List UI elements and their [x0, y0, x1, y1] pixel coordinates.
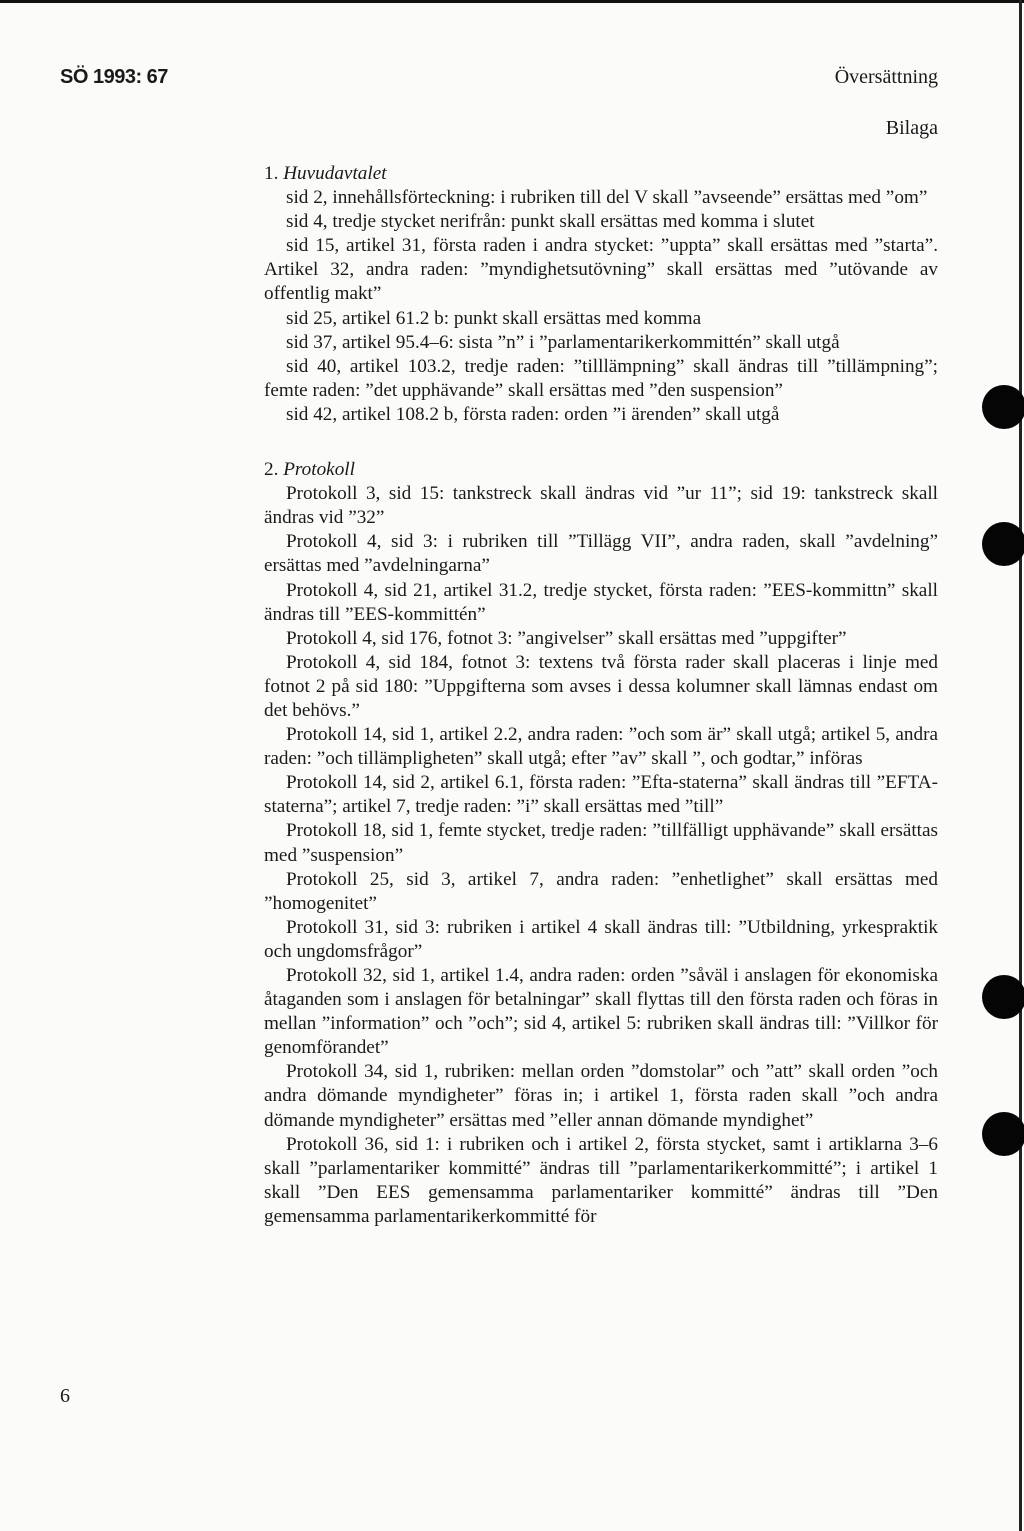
binder-hole-1	[982, 385, 1024, 429]
correction-entry: Protokoll 34, sid 1, rubriken: mellan orden ”domstolar” och ”att” skall orden ”och andra dömande myndigheter” föras in; i artikel 1, första raden skall ”och andra dömande myndigheter” ersättas med ”eller annan dömande myndighet”	[264, 1061, 938, 1131]
correction-entry: Protokoll 4, sid 184, fotnot 3: textens två första rader skall placeras i linje med fotnot 2 på sid 180: ”Uppgifterna som avses i dessa kolumner skall lämnas endast om det behövs.”	[264, 651, 938, 721]
correction-entry: sid 40, artikel 103.2, tredje raden: ”tilllämpning” skall ändras till ”tillämpning”; femte raden: ”det upphävande” skall ersättas med ”den suspension”	[264, 355, 938, 401]
section-heading-protokoll	[264, 458, 938, 482]
correction-entry: Protokoll 14, sid 1, artikel 2.2, andra raden: ”och som är” skall utgå; artikel 5, andra raden: ”och tillämpligheten” skall utgå; efter ”av” skall ”, och godtar,” införas	[264, 724, 938, 770]
section-spacer	[264, 427, 938, 458]
top-border-line	[0, 0, 1024, 3]
section-title: Huvudavtalet	[283, 163, 387, 184]
appendix-label: Bilaga	[885, 117, 938, 139]
corrections-text	[264, 162, 938, 1229]
right-border-line	[1019, 0, 1022, 1531]
correction-entry: sid 42, artikel 108.2 b, första raden: orden ”i ärenden” skall utgå	[286, 403, 780, 425]
correction-entry: Protokoll 36, sid 1: i rubriken och i artikel 2, första stycket, samt i artiklarna 3–6 skall ”parlamentariker kommitté” ändras till ”parlamentarikerkommitté”; i artikel 1 skall ”Den EES gemensamma parlamentariker kommitté” ändras till ”Den gemensamma parlamentarikerkommitté för	[264, 1133, 938, 1227]
correction-entry: Protokoll 4, sid 21, artikel 31.2, tredje stycket, första raden: ”EES-kommittn” skall ändras till ”EES-kommittén”	[264, 579, 938, 625]
correction-entry: Protokoll 14, sid 2, artikel 6.1, första raden: ”Efta-staterna” skall ändras till ”EFTA-staterna”; artikel 7, tredje raden: ”i” skall ersättas med ”till”	[264, 772, 938, 818]
correction-entry: Protokoll 3, sid 15: tankstreck skall ändras vid ”ur 11”; sid 19: tankstreck skall ändras vid ”32”	[264, 483, 938, 529]
section-number: 2.	[264, 459, 279, 481]
correction-entry: Protokoll 32, sid 1, artikel 1.4, andra raden: orden ”såväl i anslagen för ekonomiska åtaganden som i anslagen för betalningar” skall flyttas till den första raden och föras in mellan ”information” och ”och”; sid 4, artikel 5: rubriken skall ändras till: ”Villkor för genomförandet”	[264, 965, 938, 1059]
page-number: 6	[60, 1385, 70, 1407]
correction-entry: sid 2, innehållsförteckning: i rubriken till del V skall ”avseende” ersättas med ”om”	[286, 187, 928, 209]
correction-entry: Protokoll 18, sid 1, femte stycket, tredje raden: ”tillfälligt upphävande” skall ersättas med ”suspension”	[264, 820, 938, 866]
correction-entry: Protokoll 31, sid 3: rubriken i artikel 4 skall ändras till: ”Utbildning, yrkespraktik och ungdomsfrågor”	[264, 916, 938, 962]
section-number: 1.	[264, 163, 279, 184]
correction-entry: Protokoll 25, sid 3, artikel 7, andra raden: ”enhetlighet” skall ersättas med ”homogenitet”	[264, 868, 938, 914]
correction-entry: Protokoll 4, sid 3: i rubriken till ”Tillägg VII”, andra raden, skall ”avdelning” ersättas med ”avdelningarna”	[264, 531, 938, 577]
correction-entry: sid 15, artikel 31, första raden i andra stycket: ”uppta” skall ersättas med ”starta”. Artikel 32, andra raden: ”myndighetsutövning” skall ersättas med ”utövande av offentlig makt”	[264, 235, 938, 305]
correction-entry: sid 37, artikel 95.4–6: sista ”n” i ”parlamentarikerkommittén” skall utgå	[286, 331, 840, 353]
binder-hole-3	[982, 975, 1024, 1019]
section-heading-huvudavtalet	[264, 162, 938, 186]
correction-entry: sid 4, tredje stycket nerifrån: punkt skall ersättas med komma i slutet	[286, 211, 815, 233]
correction-entry: Protokoll 4, sid 176, fotnot 3: ”angivelser” skall ersättas med ”uppgifter”	[286, 627, 847, 649]
correction-entry: sid 25, artikel 61.2 b: punkt skall ersättas med komma	[286, 307, 702, 329]
binder-hole-2	[982, 522, 1024, 566]
translation-label: Översättning	[834, 66, 938, 88]
binder-hole-4	[982, 1112, 1024, 1156]
section-title: Protokoll	[283, 459, 355, 481]
document-reference: SÖ 1993: 67	[60, 66, 168, 88]
